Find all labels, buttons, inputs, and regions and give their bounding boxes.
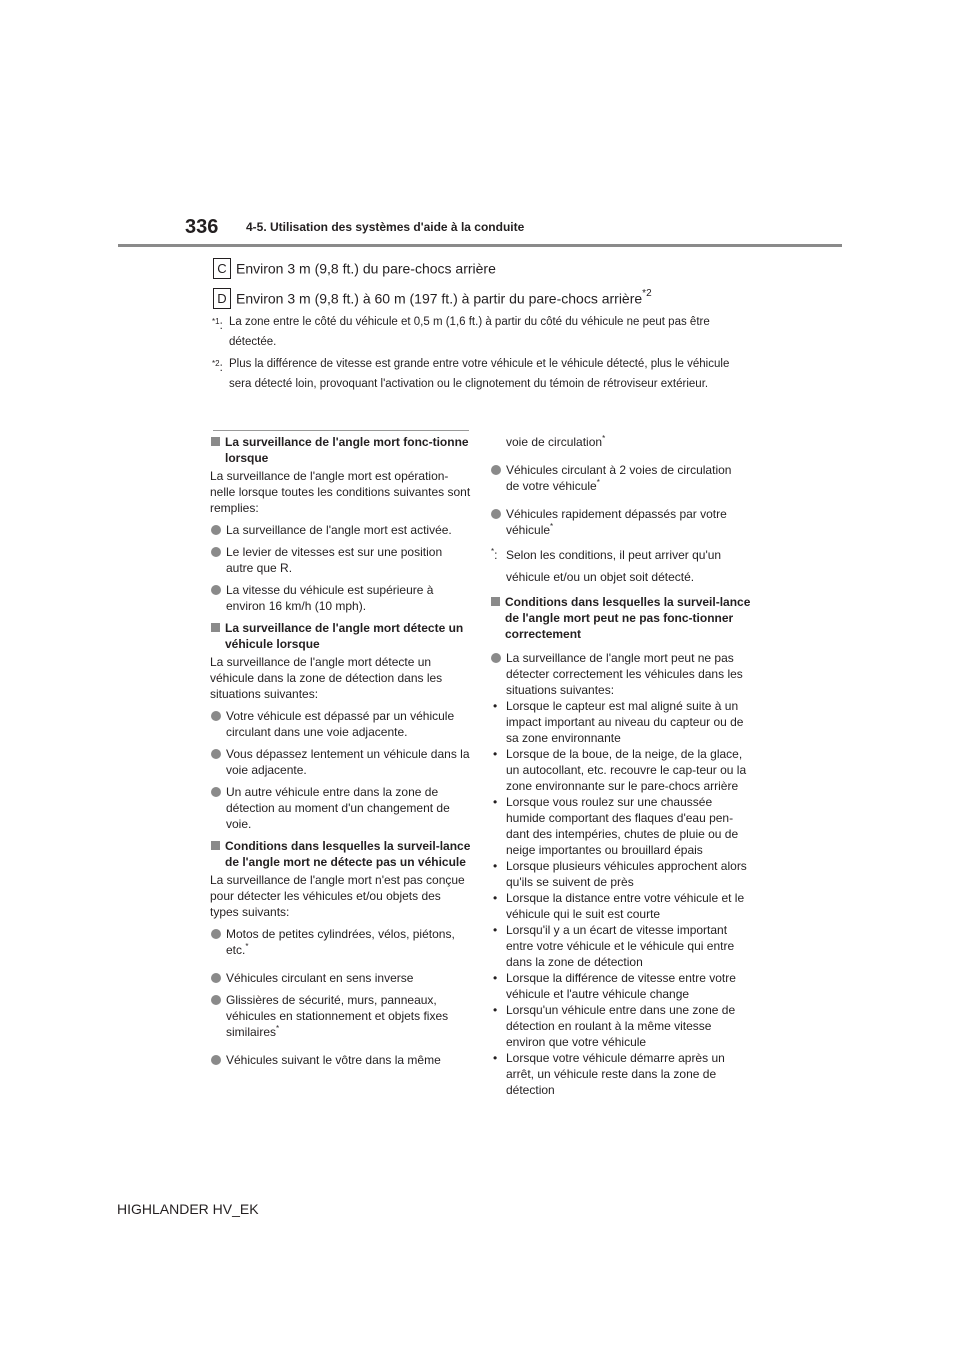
label-row-c (213, 258, 496, 279)
list-item: La surveillance de l'angle mort est activée. (210, 522, 472, 538)
list-item: Vous dépassez lentement un véhicule dans la voie adjacente. (210, 746, 472, 778)
circle-bullet-icon (211, 711, 221, 721)
list-item: La vitesse du véhicule est supérieure à environ 16 km/h (10 mph). (210, 582, 472, 614)
sub-item: • Lorsque la distance entre votre véhicule et le véhicule qui le suit est courte (493, 891, 745, 921)
circle-bullet-icon (211, 787, 221, 797)
sub-item: • Lorsque la différence de vitesse entre votre véhicule et l'autre véhicule change (493, 971, 736, 1001)
list-item: Motos de petites cylindrées, vélos, piétons, (210, 926, 472, 942)
circle-bullet-icon (211, 973, 221, 983)
label-text-d: Environ 3 m (9,8 ft.) à 60 m (197 ft.) à partir du pare-chocs arrière (236, 290, 643, 307)
section-heading: La surveillance de l'angle mort fonc-tionne lorsque (210, 434, 472, 466)
sub-item: • Lorsque de la boue, de la neige, de la glace, un autocollant, etc. recouvre le cap-teur ou la zone environnante sur le pare-chocs arrière (493, 747, 747, 793)
left-column (210, 434, 472, 1074)
circle-bullet-icon (211, 1055, 221, 1065)
list-item: Un autre véhicule entre dans la zone de détection au moment d'un changement de voie. (210, 784, 472, 832)
footnote-key: $^{*1}$: (212, 317, 223, 332)
circle-bullet-icon (211, 749, 221, 759)
footnote-2 (212, 354, 752, 394)
column-divider (213, 430, 469, 431)
square-bullet-icon (491, 597, 500, 606)
section-intro: La surveillance de l'angle mort n'est pas conçue pour détecter les véhicules et/ou objets des types suivants: (210, 873, 465, 919)
footer-model: HIGHLANDER HV_EK (117, 1201, 259, 1217)
square-bullet-icon (211, 841, 220, 850)
sub-item: • Lorsque vous roulez sur une chaussée humide comportant des flaques d'eau pen-dant des intempéries, chutes de pluie ou de neige importantes ou brouillard épais (493, 795, 739, 857)
list-item: Véhicules suivant le vôtre dans la même (210, 1052, 472, 1068)
section-heading: La surveillance de l'angle mort détecte un véhicule lorsque (210, 620, 472, 652)
list-item: Glissières de sécurité, murs, panneaux, véhicules en stationnement et objets fixes (210, 992, 472, 1024)
sub-item: • Lorsque votre véhicule démarre après un arrêt, un véhicule reste dans la zone de détection (493, 1051, 725, 1097)
sub-item: • Lorsque le capteur est mal aligné suite à un impact important au niveau du capteur ou de sa zone environnante (493, 699, 744, 745)
section-heading: Conditions dans lesquelles la surveil-lance de l'angle mort ne détecte pas un véhicule (210, 838, 472, 870)
circle-bullet-icon (491, 653, 501, 663)
right-column (490, 434, 752, 1098)
circle-bullet-icon (211, 995, 221, 1005)
section-title: 4-5. Utilisation des systèmes d'aide à la conduite (246, 220, 525, 234)
list-item-continuation: de votre véhicule* (506, 478, 600, 493)
list-item: Le levier de vitesses est sur une position autre que R. (210, 544, 472, 576)
footnote-key: $^{*2}$: (212, 359, 223, 374)
circle-bullet-icon (491, 509, 501, 519)
label-text-c: Environ 3 m (9,8 ft.) du pare-chocs arrière (236, 260, 496, 277)
list-item-continuation: similaires* (226, 1024, 280, 1039)
sub-item: • Lorsque plusieurs véhicules approchent alors qu'ils se suivent de près (493, 859, 747, 889)
label-row-d (213, 288, 652, 309)
circle-bullet-icon (211, 525, 221, 535)
circle-bullet-icon (491, 465, 501, 475)
footnote-text: La zone entre le côté du véhicule et 0,5 m (1,6 ft.) à partir du côté du véhicule ne peut pas être détectée. (229, 316, 710, 348)
list-item: Véhicules circulant à 2 voies de circulation (490, 462, 752, 478)
label-key-c: C (213, 258, 231, 279)
list-item: Véhicules rapidement dépassés par votre (490, 506, 752, 522)
square-bullet-icon (211, 623, 220, 632)
label-key-d: D (213, 288, 231, 309)
list-item-continuation: véhicule* (506, 522, 554, 537)
footnote-mark: *2 (642, 288, 652, 300)
list-item: Véhicules circulant en sens inverse (210, 970, 472, 986)
list-item: La surveillance de l'angle mort peut ne pas détecter correctement les véhicules dans les situations suivantes: (490, 650, 752, 698)
page-number: 336 (185, 216, 219, 238)
footnote-1 (212, 312, 752, 352)
circle-bullet-icon (211, 547, 221, 557)
sub-item: • Lorsqu'un véhicule entre dans une zone de détection en roulant à la même vitesse environ que votre véhicule (493, 1003, 736, 1049)
section-intro: La surveillance de l'angle mort détecte un véhicule dans la zone de détection dans les situations suivantes: (210, 655, 443, 701)
section-heading: Conditions dans lesquelles la surveil-lance de l'angle mort peut ne pas fonc-tionner correctement (490, 594, 752, 642)
sub-item: • Lorsqu'il y a un écart de vitesse important entre votre véhicule et le véhicule qui entre dans la zone de détection (493, 923, 735, 969)
square-bullet-icon (211, 437, 220, 446)
asterisk-note: *: Selon les conditions, il peut arriver qu'un véhicule et/ou un objet soit détecté. (491, 547, 722, 584)
list-item-continuation: etc.* (226, 942, 249, 957)
footnote-text: Plus la différence de vitesse est grande entre votre véhicule et le véhicule détecté, plus le véhicule sera détecté loin, provoquant l'activation ou le clignotement du témoin de rétroviseur extérieur. (229, 358, 730, 390)
list-item: Votre véhicule est dépassé par un véhicule circulant dans une voie adjacente. (210, 708, 472, 740)
list-item-continuation: voie de circulation* (506, 434, 606, 449)
circle-bullet-icon (211, 585, 221, 595)
circle-bullet-icon (211, 929, 221, 939)
header-rule (118, 244, 842, 247)
section-intro: La surveillance de l'angle mort est opération-nelle lorsque toutes les conditions suivantes sont remplies: (210, 469, 471, 515)
